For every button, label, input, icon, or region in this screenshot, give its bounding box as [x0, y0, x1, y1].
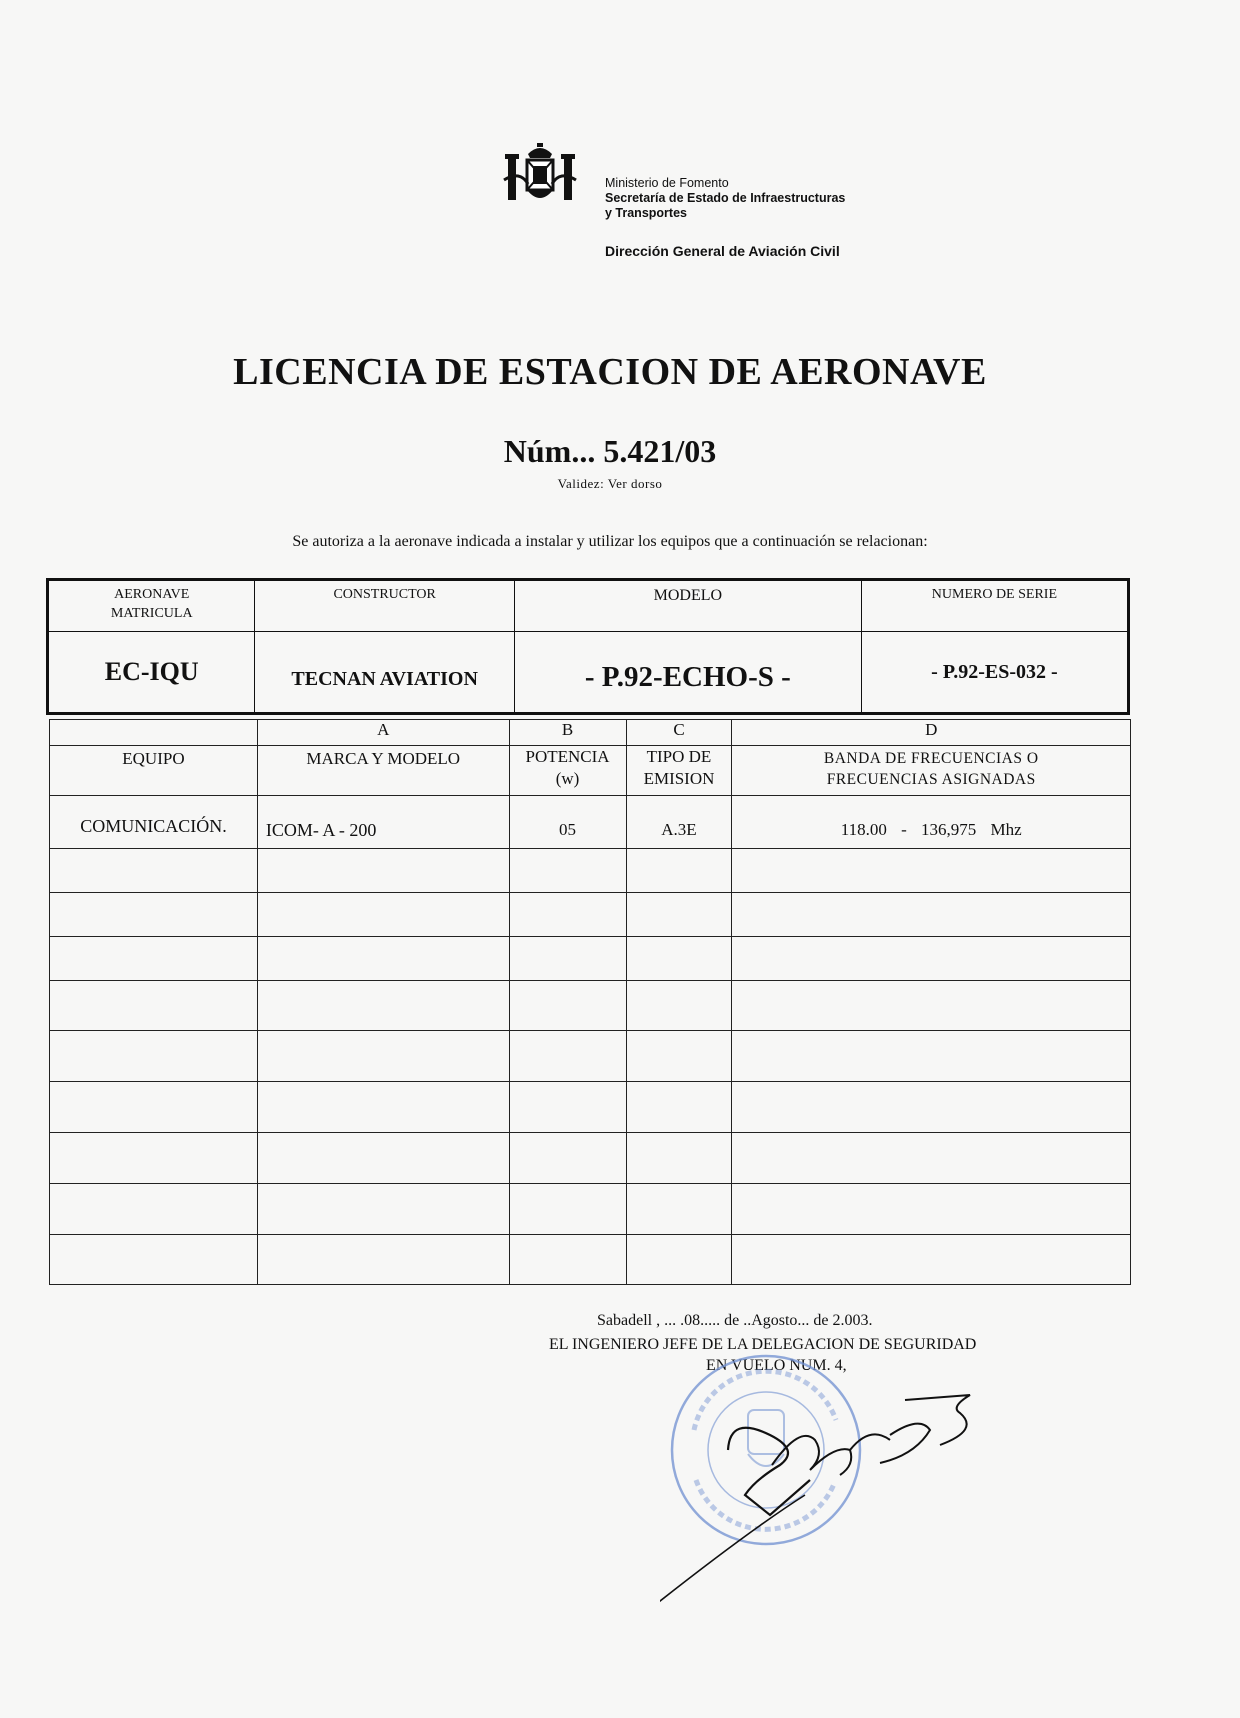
table-row: [50, 1133, 1131, 1184]
empty-cell: [509, 1235, 626, 1285]
potencia-header-line1: POTENCIA: [525, 747, 610, 766]
empty-cell: [257, 1184, 509, 1235]
equipo-header: EQUIPO: [50, 746, 258, 796]
empty-cell: [257, 1031, 509, 1082]
model-value: - P.92-ECHO-S -: [514, 632, 861, 714]
equipment-letter-row: [50, 720, 1131, 746]
letter-c: C: [626, 720, 732, 746]
empty-cell: [509, 1031, 626, 1082]
empty-cell: [626, 1082, 732, 1133]
aircraft-header-row: [48, 580, 1129, 632]
empty-cell: [626, 1133, 732, 1184]
empty-cell: [257, 981, 509, 1031]
empty-cell: [732, 849, 1131, 893]
tipo-cell: A.3E: [626, 796, 732, 849]
empty-cell: [50, 1031, 258, 1082]
empty-cell: [50, 1082, 258, 1133]
empty-cell: [732, 1031, 1131, 1082]
empty-cell: [732, 1184, 1131, 1235]
registration-value: EC-IQU: [48, 632, 255, 714]
empty-cell: [626, 1031, 732, 1082]
intro-text: Se autoriza a la aeronave indicada a instalar y utilizar los equipos que a continuación se relacionan:: [292, 533, 928, 550]
table-row: [50, 1082, 1131, 1133]
letter-blank: [50, 720, 258, 746]
empty-cell: [626, 937, 732, 981]
table-row: [50, 937, 1131, 981]
table-row: [50, 1184, 1131, 1235]
empty-cell: [50, 981, 258, 1031]
registration-header-line2: MATRICULA: [110, 606, 193, 621]
table-row: [50, 893, 1131, 937]
signatory-title: EL INGENIERO JEFE DE LA DELEGACION DE SEGURIDAD: [549, 1336, 977, 1353]
empty-cell: [509, 1184, 626, 1235]
marca-header: MARCA Y MODELO: [257, 746, 509, 796]
empty-cell: [257, 1082, 509, 1133]
document-title: LICENCIA DE ESTACION DE AERONAVE: [233, 351, 987, 393]
empty-cell: [732, 893, 1131, 937]
empty-cell: [626, 1184, 732, 1235]
letter-b: B: [509, 720, 626, 746]
empty-cell: [50, 1184, 258, 1235]
registration-header-line1: AERONAVE: [114, 587, 190, 602]
registration-header: [48, 580, 255, 632]
license-number: Núm... 5.421/03: [503, 433, 717, 469]
table-row: [50, 1235, 1131, 1285]
signatory-title-cont: EN VUELO NUM. 4,: [706, 1357, 847, 1374]
table-row: [50, 981, 1131, 1031]
empty-cell: [257, 849, 509, 893]
tipo-header-line2: EMISION: [643, 769, 715, 788]
empty-cell: [626, 849, 732, 893]
table-row: [50, 849, 1131, 893]
banda-header-line2: FRECUENCIAS ASIGNADAS: [826, 771, 1036, 788]
empty-cell: [509, 849, 626, 893]
empty-cell: [50, 893, 258, 937]
secretariat-name: Secretaría de Estado de Infraestructuras: [605, 191, 846, 205]
table-row: [50, 1031, 1131, 1082]
ministry-name: Ministerio de Fomento: [605, 176, 729, 190]
tipo-header: [626, 746, 732, 796]
serial-header: NUMERO DE SERIE: [861, 580, 1128, 632]
serial-value: - P.92-ES-032 -: [861, 632, 1128, 714]
place-date: Sabadell , ... .08..... de ..Agosto... de 2.003.: [597, 1312, 873, 1329]
empty-cell: [732, 1235, 1131, 1285]
marca-cell: ICOM- A - 200: [257, 796, 509, 849]
tipo-header-line1: TIPO DE: [646, 747, 712, 766]
empty-cell: [732, 1133, 1131, 1184]
constructor-value: TECNAN AVIATION: [255, 632, 514, 714]
empty-cell: [509, 1133, 626, 1184]
model-header: MODELO: [514, 580, 861, 632]
ministry-block: [605, 176, 845, 221]
aircraft-value-row: [48, 632, 1129, 714]
empty-cell: [732, 1082, 1131, 1133]
empty-cell: [50, 937, 258, 981]
banda-header: [732, 746, 1131, 796]
empty-cell: [509, 893, 626, 937]
potencia-header: [509, 746, 626, 796]
empty-cell: [509, 937, 626, 981]
potencia-header-line2: (w): [555, 769, 580, 788]
table-row: [50, 796, 1131, 849]
empty-cell: [257, 1133, 509, 1184]
handwritten-signature-icon: [660, 1355, 1080, 1620]
empty-cell: [732, 937, 1131, 981]
validity-note: Validez: Ver dorso: [557, 476, 663, 491]
empty-cell: [509, 981, 626, 1031]
empty-cell: [50, 849, 258, 893]
empty-cell: [257, 893, 509, 937]
equipment-table: [49, 719, 1131, 1285]
letter-d: D: [732, 720, 1131, 746]
empty-cell: [626, 1235, 732, 1285]
constructor-header: CONSTRUCTOR: [255, 580, 514, 632]
equipment-header-row: [50, 746, 1131, 796]
empty-cell: [257, 1235, 509, 1285]
empty-cell: [626, 981, 732, 1031]
directorate-name: Dirección General de Aviación Civil: [605, 243, 840, 259]
empty-cell: [732, 981, 1131, 1031]
letter-a: A: [257, 720, 509, 746]
banda-header-line1: BANDA DE FRECUENCIAS O: [823, 750, 1039, 767]
potencia-cell: 05: [509, 796, 626, 849]
secretariat-name-cont: y Transportes: [605, 206, 687, 220]
coat-of-arms-icon: [500, 140, 580, 213]
empty-cell: [257, 937, 509, 981]
empty-cell: [50, 1133, 258, 1184]
aircraft-table: [46, 578, 1130, 715]
empty-cell: [509, 1082, 626, 1133]
empty-cell: [626, 893, 732, 937]
banda-cell: 118.00 - 136,975 Mhz: [732, 796, 1131, 849]
equipo-cell: COMUNICACIÓN.: [50, 796, 258, 849]
empty-cell: [50, 1235, 258, 1285]
